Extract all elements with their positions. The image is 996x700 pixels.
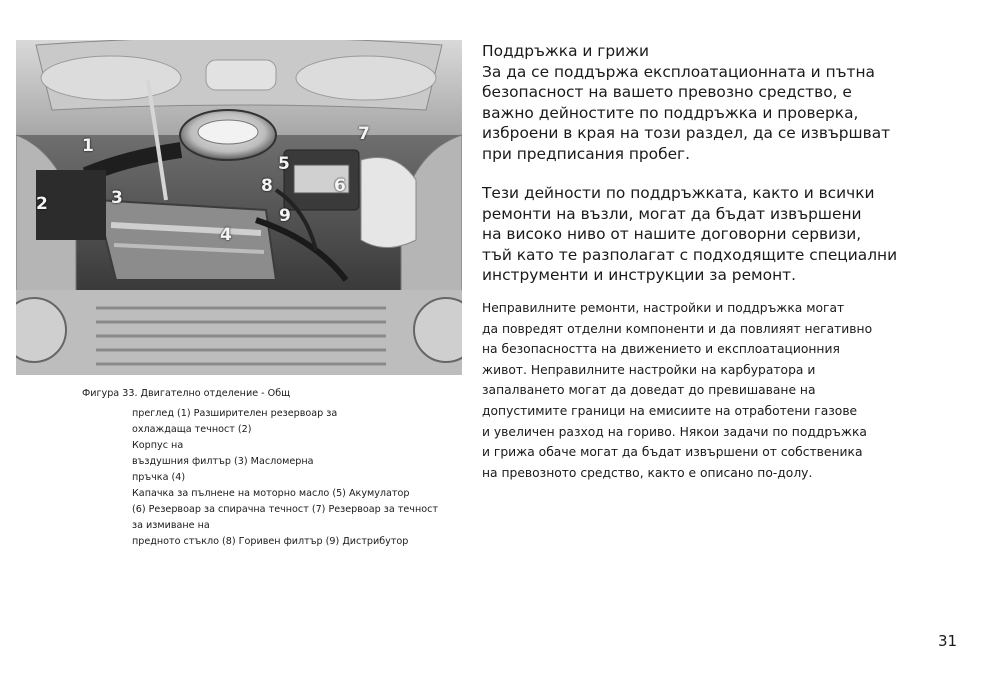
paragraph-line: на превозното средство, както е описано по-долу. <box>482 465 813 480</box>
caption-line: охлаждаща течност (2) <box>132 424 252 435</box>
callout-3: 3 <box>111 188 123 208</box>
paragraph-line: важно дейностите по поддръжка и проверка, <box>482 103 859 122</box>
engine-photo-drawing <box>16 40 462 375</box>
paragraph-line: безопасност на вашето превозно средство, е <box>482 83 852 101</box>
callout-2: 2 <box>36 194 48 214</box>
paragraph-line: запалването могат да доведат до превишаване на <box>482 383 816 398</box>
caption-line: Капачка за пълнене на моторно масло (5) Акумулатор <box>132 488 410 499</box>
paragraph-line: Неправилните ремонти, настройки и поддръжка могат <box>482 301 845 315</box>
paragraph-line: тъй като те разполагат с подходящите специални <box>482 245 898 264</box>
section-heading: Поддръжка и грижи <box>482 42 650 60</box>
paragraph-line: на безопасността на движението и експлоатационния <box>482 342 840 357</box>
paragraph-line: и грижа обаче могат да бъдат извършени от собственика <box>482 445 863 460</box>
page-number: 31 <box>938 632 958 650</box>
paragraph-line: За да се поддържа експлоатационната и пътна <box>482 62 875 81</box>
paragraph-line: инструменти и инструкции за ремонт. <box>482 266 796 284</box>
paragraph-line: ремонти на възли, могат да бъдат извършени <box>482 204 862 223</box>
caption-line: пръчка (4) <box>132 472 186 483</box>
caption-line: Фигура 33. Двигателно отделение - Общ <box>82 388 291 399</box>
warning-paragraph <box>482 298 882 483</box>
callout-4: 4 <box>220 225 232 245</box>
callout-1: 1 <box>82 136 94 156</box>
caption-line: (6) Резервоар за спирачна течност (7) Резервоар за течност <box>132 504 438 515</box>
paragraph-line: живот. Неправилните настройки на карбуратора и <box>482 362 816 377</box>
caption-line: въздушния филтър (3) Масломерна <box>132 456 314 467</box>
maintenance-intro <box>482 41 891 164</box>
callout-5: 5 <box>278 154 290 174</box>
paragraph-line: при предписания пробег. <box>482 144 691 163</box>
paragraph-line: допустимите граници на емисиите на отработени газове <box>482 403 858 418</box>
caption-line: Корпус на <box>132 440 184 451</box>
service-paragraph <box>482 183 898 286</box>
callout-6: 6 <box>334 176 346 196</box>
engine-compartment-photo <box>16 40 462 375</box>
paragraph-line: да повредят отделни компоненти и да повлияят негативно <box>482 321 873 336</box>
caption-line: предното стъкло (8) Горивен филтър (9) Дистрибутор <box>132 536 409 547</box>
paragraph-line: Тези дейности по поддръжката, както и всички <box>482 184 875 202</box>
callout-9: 9 <box>279 206 291 226</box>
callout-8: 8 <box>261 176 273 196</box>
caption-line: преглед (1) Разширителен резервоар за <box>132 408 338 419</box>
callout-7: 7 <box>358 124 370 144</box>
figure-caption <box>82 386 438 550</box>
paragraph-line: изброени в края на този раздел, да се извършват <box>482 124 891 142</box>
paragraph-line: и увеличен разход на гориво. Някои задачи по поддръжка <box>482 424 867 439</box>
caption-line: за измиване на <box>132 520 210 531</box>
paragraph-line: на високо ниво от нашите договорни сервизи, <box>482 225 862 243</box>
